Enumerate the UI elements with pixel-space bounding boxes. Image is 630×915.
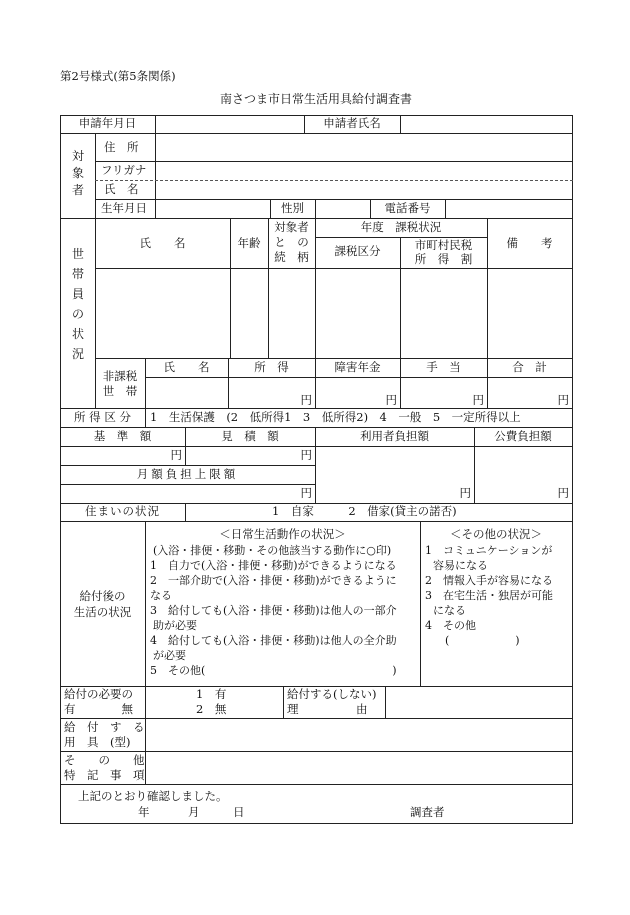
nt-col-name: 氏 名	[163, 360, 210, 374]
daily-line: (入浴・排便・移動・その他該当する動作に○印)	[153, 544, 392, 557]
nt-total-yen: 円	[557, 393, 569, 407]
necessity-option-yes: 1 有	[196, 687, 227, 701]
nt-col-allowance: 手 当	[426, 360, 461, 374]
hh-col-name: 氏 名	[139, 236, 186, 250]
subject-group-label: 対 象 者	[71, 149, 84, 197]
other-line: 3 在宅生活・独居が可能	[425, 589, 553, 602]
hh-col-muni-tax-1: 市町村民税	[414, 238, 473, 252]
necessity-label-1: 給付の必要の	[64, 687, 133, 701]
user-burden-label: 利用者負担額	[360, 429, 429, 443]
confirm-month: 月	[188, 805, 200, 819]
base-amount-label: 基 準 額	[93, 429, 152, 443]
birth-date-label: 生年月日	[101, 201, 147, 215]
other-title: ＜その他の状況＞	[450, 527, 542, 541]
confirm-day: 日	[233, 805, 245, 819]
necessity-option-no: 2 無	[196, 702, 227, 716]
nt-col-total: 合 計	[512, 360, 547, 374]
daily-line: 1 自力で(入浴・排便・移動)ができるようになる	[150, 559, 397, 572]
nt-allowance-yen: 円	[472, 393, 484, 407]
notes-label-1: そ の 他	[64, 753, 145, 767]
other-line: 1 コミュニケーションが	[425, 544, 553, 557]
applicant-name-label: 申請者氏名	[323, 116, 381, 130]
form-title: 南さつま市日常生活用具給付調査書	[219, 92, 412, 106]
nontax-label-2: 世 帯	[102, 384, 138, 398]
nt-col-pension: 障害年金	[334, 360, 381, 374]
other-line: になる	[433, 604, 466, 617]
daily-line: が必要	[153, 649, 186, 662]
income-class-options: 1 生活保護 (2 低所得1 3 低所得2) 4 一般 5 一定所得以上	[150, 410, 521, 424]
form-number: 第2号様式(第5条関係)	[60, 69, 176, 83]
other-line: 4 その他	[425, 619, 476, 632]
household-group-label: 世 帯 員 の 状 況	[71, 247, 84, 361]
other-line: 2 情報入手が容易になる	[425, 574, 553, 587]
daily-line: 4 給付しても(入浴・排便・移動)は他人の全介助	[150, 634, 397, 647]
hh-col-tax-year: 年度 課税状況	[360, 220, 442, 234]
confirm-year: 年	[138, 805, 150, 819]
public-burden-yen: 円	[557, 486, 569, 500]
subject-name-label: 氏 名	[104, 182, 139, 196]
estimate-amount-yen: 円	[300, 448, 312, 462]
monthly-cap-yen: 円	[300, 486, 312, 500]
hh-col-muni-tax-2: 所 得 割	[414, 252, 473, 266]
necessity-label-2: 有 無	[64, 702, 133, 716]
daily-line: 5 その他( )	[150, 664, 397, 677]
public-burden-label: 公費負担額	[494, 429, 552, 443]
hh-col-relation-3: 続 柄	[274, 250, 309, 264]
equipment-label-2: 用 具 (型)	[64, 735, 131, 749]
reason-label-2: 理 由	[287, 702, 368, 716]
nt-income-yen: 円	[300, 393, 312, 407]
estimate-amount-label: 見 積 額	[221, 429, 279, 443]
hh-col-relation-1: 対象者	[274, 220, 309, 234]
hh-col-remarks: 備 考	[506, 236, 553, 250]
nontax-label-1: 非課税	[102, 369, 138, 383]
reason-label-1: 給付する(しない)	[287, 687, 377, 701]
after-grant-label-2: 生活の状況	[73, 605, 132, 619]
notes-label-2: 特 記 事 項	[64, 768, 145, 782]
daily-line: なる	[150, 589, 172, 602]
hh-col-relation-2: と の	[274, 235, 309, 249]
confirm-text: 上記のとおり確認しました。	[78, 789, 228, 803]
daily-title: ＜日常生活動作の状況＞	[219, 527, 346, 541]
monthly-cap-label: 月額負担上限額	[136, 467, 239, 481]
daily-line: 助が必要	[153, 619, 197, 632]
hh-col-tax-class: 課税区分	[334, 244, 381, 258]
other-line: ( )	[445, 634, 520, 647]
hh-col-age: 年齢	[237, 236, 261, 250]
investigator-label: 調査者	[410, 805, 445, 819]
daily-line: 2 一部介助で(入浴・排便・移動)ができるように	[150, 574, 397, 587]
housing-options: 1 自家 2 借家(貸主の諾否)	[272, 504, 457, 518]
sex-label: 性別	[281, 201, 304, 215]
phone-label: 電話番号	[384, 201, 431, 215]
user-burden-yen: 円	[459, 486, 471, 500]
income-class-label: 所 得 区 分	[74, 410, 131, 424]
after-grant-label-1: 給付後の	[79, 589, 126, 603]
base-amount-yen: 円	[170, 448, 182, 462]
address-label: 住 所	[104, 140, 139, 154]
equipment-label-1: 給 付 す る	[64, 720, 145, 734]
nt-pension-yen: 円	[385, 393, 397, 407]
furigana-label: フリガナ	[101, 163, 147, 177]
other-line: 容易になる	[433, 559, 488, 572]
housing-label: 住まいの状況	[85, 504, 160, 518]
daily-line: 3 給付しても(入浴・排便・移動)は他人の一部介	[150, 604, 397, 617]
nt-col-income: 所 得	[254, 360, 289, 374]
apply-date-label: 申請年月日	[78, 116, 137, 130]
